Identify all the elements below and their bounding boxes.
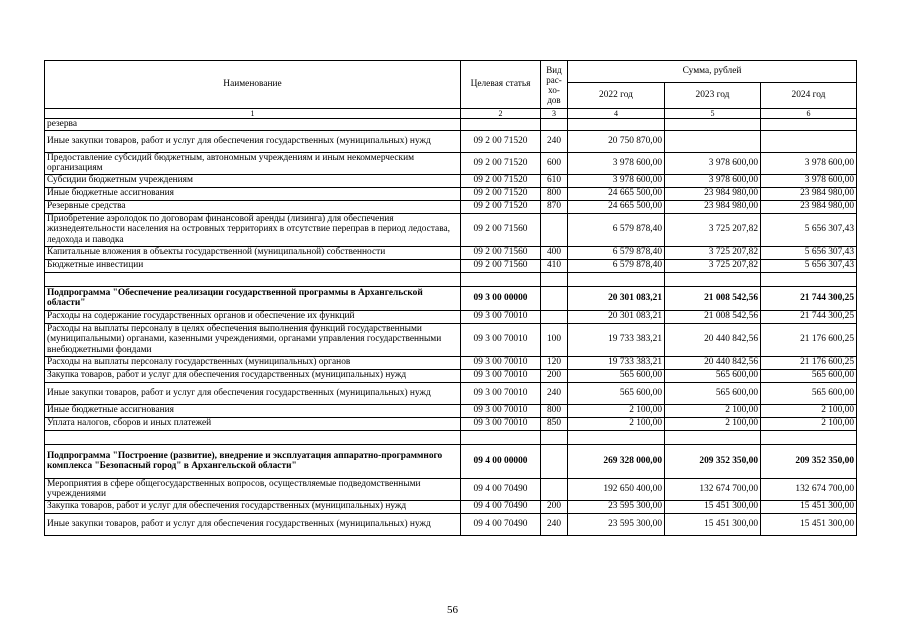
row-target-article: 09 4 00 70490 <box>461 500 541 513</box>
row-sum-2022: 565 600,00 <box>568 382 665 404</box>
header-colnum-3: 3 <box>541 109 568 119</box>
row-sum-2024: 132 674 700,00 <box>761 478 857 500</box>
row-sum-2023: 3 725 207,82 <box>665 213 761 246</box>
table-row <box>45 286 857 310</box>
row-sum-2023: 21 008 542,56 <box>665 310 761 323</box>
row-expense-type: 240 <box>541 513 568 535</box>
row-name <box>45 272 461 286</box>
row-sum-2022: 20 301 083,21 <box>568 310 665 323</box>
row-sum-2024: 209 352 350,00 <box>761 444 857 478</box>
table-row <box>45 369 857 382</box>
header-year-2023: 2023 год <box>665 83 761 109</box>
row-sum-2023: 132 674 700,00 <box>665 478 761 500</box>
table-row <box>45 500 857 513</box>
row-target-article: 09 3 00 70010 <box>461 356 541 369</box>
row-name: Расходы на содержание государственных органов и обеспечение их функций <box>45 310 461 323</box>
header-colnum-4: 4 <box>568 109 665 119</box>
spacer-row <box>45 272 857 286</box>
header-name: Наименование <box>45 61 461 109</box>
table-row <box>45 213 857 246</box>
row-sum-2023: 3 725 207,82 <box>665 246 761 259</box>
row-name: Подпрограмма "Обеспечение реализации государственной программы в Архангельской области" <box>45 286 461 310</box>
row-expense-type <box>541 430 568 444</box>
row-target-article: 09 3 00 70010 <box>461 404 541 417</box>
row-sum-2022: 6 579 878,40 <box>568 246 665 259</box>
row-expense-type <box>541 478 568 500</box>
row-sum-2024: 5 656 307,43 <box>761 259 857 272</box>
row-sum-2024: 2 100,00 <box>761 417 857 430</box>
row-sum-2023: 15 451 300,00 <box>665 513 761 535</box>
row-target-article <box>461 272 541 286</box>
table-row <box>45 187 857 200</box>
table-row <box>45 200 857 213</box>
table-row <box>45 152 857 174</box>
row-sum-2023: 3 725 207,82 <box>665 259 761 272</box>
row-sum-2022: 269 328 000,00 <box>568 444 665 478</box>
row-target-article: 09 3 00 00000 <box>461 286 541 310</box>
row-sum-2024: 15 451 300,00 <box>761 500 857 513</box>
table-row <box>45 130 857 152</box>
row-sum-2022: 2 100,00 <box>568 404 665 417</box>
table-row <box>45 323 857 356</box>
row-sum-2022: 24 665 500,00 <box>568 200 665 213</box>
row-expense-type <box>541 119 568 131</box>
row-sum-2022: 23 595 300,00 <box>568 500 665 513</box>
row-sum-2023: 20 440 842,56 <box>665 323 761 356</box>
row-sum-2022: 3 978 600,00 <box>568 152 665 174</box>
row-sum-2022: 24 665 500,00 <box>568 187 665 200</box>
row-sum-2022 <box>568 272 665 286</box>
row-target-article: 09 4 00 00000 <box>461 444 541 478</box>
table-row <box>45 310 857 323</box>
row-sum-2023: 21 008 542,56 <box>665 286 761 310</box>
row-expense-type: 100 <box>541 323 568 356</box>
row-target-article: 09 2 00 71520 <box>461 152 541 174</box>
row-expense-type: 600 <box>541 152 568 174</box>
table-body <box>45 119 857 536</box>
row-target-article: 09 2 00 71560 <box>461 246 541 259</box>
row-sum-2024: 23 984 980,00 <box>761 187 857 200</box>
row-sum-2022: 6 579 878,40 <box>568 213 665 246</box>
table-row <box>45 417 857 430</box>
row-expense-type: 200 <box>541 500 568 513</box>
row-target-article <box>461 430 541 444</box>
row-sum-2023 <box>665 119 761 131</box>
header-year-2022: 2022 год <box>568 83 665 109</box>
row-sum-2024: 5 656 307,43 <box>761 213 857 246</box>
header-colnum-1: 1 <box>45 109 461 119</box>
row-name: Мероприятия в сфере общегосударственных вопросов, осуществляемые подведомственными учреждениями <box>45 478 461 500</box>
row-expense-type: 410 <box>541 259 568 272</box>
row-expense-type <box>541 272 568 286</box>
budget-table <box>44 60 857 536</box>
row-expense-type: 120 <box>541 356 568 369</box>
row-sum-2022: 2 100,00 <box>568 417 665 430</box>
header-expense-type: Вид рас-хо-дов <box>541 61 568 109</box>
row-target-article: 09 2 00 71520 <box>461 187 541 200</box>
spacer-row <box>45 430 857 444</box>
row-target-article <box>461 119 541 131</box>
row-sum-2024 <box>761 430 857 444</box>
row-sum-2023: 565 600,00 <box>665 382 761 404</box>
row-expense-type: 610 <box>541 174 568 187</box>
row-sum-2024 <box>761 119 857 131</box>
row-sum-2022 <box>568 430 665 444</box>
row-sum-2022: 19 733 383,21 <box>568 356 665 369</box>
row-target-article: 09 2 00 71520 <box>461 174 541 187</box>
row-name: Расходы на выплаты персоналу государственных (муниципальных) органов <box>45 356 461 369</box>
row-expense-type <box>541 444 568 478</box>
row-expense-type: 850 <box>541 417 568 430</box>
row-sum-2022: 565 600,00 <box>568 369 665 382</box>
table-row <box>45 174 857 187</box>
row-sum-2023 <box>665 430 761 444</box>
row-sum-2023: 3 978 600,00 <box>665 174 761 187</box>
row-sum-2024 <box>761 272 857 286</box>
row-sum-2024: 21 744 300,25 <box>761 310 857 323</box>
row-sum-2023: 565 600,00 <box>665 369 761 382</box>
row-sum-2024: 2 100,00 <box>761 404 857 417</box>
row-expense-type <box>541 286 568 310</box>
row-sum-2024: 565 600,00 <box>761 382 857 404</box>
row-sum-2023: 2 100,00 <box>665 417 761 430</box>
row-target-article: 09 2 00 71520 <box>461 200 541 213</box>
row-target-article: 09 3 00 70010 <box>461 369 541 382</box>
row-name: Иные закупки товаров, работ и услуг для обеспечения государственных (муниципальных) нужд <box>45 382 461 404</box>
row-expense-type: 800 <box>541 404 568 417</box>
row-name: Предоставление субсидий бюджетным, автономным учреждениям и иным некоммерческим организациям <box>45 152 461 174</box>
table-row <box>45 382 857 404</box>
row-sum-2022: 19 733 383,21 <box>568 323 665 356</box>
row-expense-type: 200 <box>541 369 568 382</box>
row-sum-2024: 3 978 600,00 <box>761 152 857 174</box>
row-sum-2024: 3 978 600,00 <box>761 174 857 187</box>
row-sum-2022: 6 579 878,40 <box>568 259 665 272</box>
row-sum-2022: 192 650 400,00 <box>568 478 665 500</box>
table-row <box>45 513 857 535</box>
row-target-article: 09 2 00 71560 <box>461 213 541 246</box>
row-sum-2023: 20 440 842,56 <box>665 356 761 369</box>
row-sum-2022: 20 750 870,00 <box>568 130 665 152</box>
row-expense-type: 400 <box>541 246 568 259</box>
row-sum-2024: 5 656 307,43 <box>761 246 857 259</box>
row-sum-2024: 23 984 980,00 <box>761 200 857 213</box>
table-row <box>45 259 857 272</box>
table-row <box>45 404 857 417</box>
row-name: резерва <box>45 119 461 131</box>
row-name: Резервные средства <box>45 200 461 213</box>
row-expense-type <box>541 213 568 246</box>
row-name: Закупка товаров, работ и услуг для обеспечения государственных (муниципальных) нужд <box>45 369 461 382</box>
header-year-2024: 2024 год <box>761 83 857 109</box>
row-expense-type: 800 <box>541 187 568 200</box>
row-sum-2024: 21 744 300,25 <box>761 286 857 310</box>
row-sum-2024: 21 176 600,25 <box>761 323 857 356</box>
table-row <box>45 356 857 369</box>
row-name: Иные закупки товаров, работ и услуг для обеспечения государственных (муниципальных) нужд <box>45 513 461 535</box>
header-colnum-2: 2 <box>461 109 541 119</box>
row-sum-2023: 23 984 980,00 <box>665 200 761 213</box>
page-number: 56 <box>447 604 458 616</box>
row-sum-2022: 20 301 083,21 <box>568 286 665 310</box>
row-name: Приобретение аэролодок по договорам финансовой аренды (лизинга) для обеспечения жизнедеятельности населения на островных территориях в отсутствие переправ в период ледостава, ледохода и паводка <box>45 213 461 246</box>
row-target-article: 09 3 00 70010 <box>461 323 541 356</box>
row-sum-2023 <box>665 272 761 286</box>
table-row <box>45 478 857 500</box>
row-name: Подпрограмма "Построение (развитие), внедрение и эксплуатация аппаратно-программного комплекса "Безопасный город" в Архангельской области" <box>45 444 461 478</box>
row-name: Иные закупки товаров, работ и услуг для обеспечения государственных (муниципальных) нужд <box>45 130 461 152</box>
table-row <box>45 246 857 259</box>
row-target-article: 09 4 00 70490 <box>461 478 541 500</box>
header-colnum-5: 5 <box>665 109 761 119</box>
row-sum-2023: 15 451 300,00 <box>665 500 761 513</box>
row-sum-2023: 2 100,00 <box>665 404 761 417</box>
row-target-article: 09 2 00 71520 <box>461 130 541 152</box>
row-target-article: 09 3 00 70010 <box>461 417 541 430</box>
row-expense-type: 240 <box>541 130 568 152</box>
row-target-article: 09 2 00 71560 <box>461 259 541 272</box>
row-target-article: 09 4 00 70490 <box>461 513 541 535</box>
table-row <box>45 119 857 131</box>
row-sum-2023: 209 352 350,00 <box>665 444 761 478</box>
row-sum-2022 <box>568 119 665 131</box>
header-target-article: Целевая статья <box>461 61 541 109</box>
table-row <box>45 444 857 478</box>
row-sum-2023 <box>665 130 761 152</box>
row-target-article: 09 3 00 70010 <box>461 382 541 404</box>
row-name: Иные бюджетные ассигнования <box>45 404 461 417</box>
row-expense-type: 870 <box>541 200 568 213</box>
row-sum-2022: 3 978 600,00 <box>568 174 665 187</box>
header-colnum-6: 6 <box>761 109 857 119</box>
row-name <box>45 430 461 444</box>
row-expense-type: 240 <box>541 382 568 404</box>
row-sum-2024 <box>761 130 857 152</box>
header-sum: Сумма, рублей <box>568 61 857 83</box>
row-sum-2023: 23 984 980,00 <box>665 187 761 200</box>
row-name: Бюджетные инвестиции <box>45 259 461 272</box>
row-sum-2024: 15 451 300,00 <box>761 513 857 535</box>
row-name: Иные бюджетные ассигнования <box>45 187 461 200</box>
row-target-article: 09 3 00 70010 <box>461 310 541 323</box>
row-name: Субсидии бюджетным учреждениям <box>45 174 461 187</box>
row-sum-2022: 23 595 300,00 <box>568 513 665 535</box>
row-sum-2023: 3 978 600,00 <box>665 152 761 174</box>
row-name: Уплата налогов, сборов и иных платежей <box>45 417 461 430</box>
row-sum-2024: 21 176 600,25 <box>761 356 857 369</box>
row-expense-type <box>541 310 568 323</box>
row-name: Расходы на выплаты персоналу в целях обеспечения выполнения функций государственными (муниципальными) органами, казенными учреждениями, органами управления государственными внебюджетными фондами <box>45 323 461 356</box>
row-name: Капитальные вложения в объекты государственной (муниципальной) собственности <box>45 246 461 259</box>
row-name: Закупка товаров, работ и услуг для обеспечения государственных (муниципальных) нужд <box>45 500 461 513</box>
row-sum-2024: 565 600,00 <box>761 369 857 382</box>
